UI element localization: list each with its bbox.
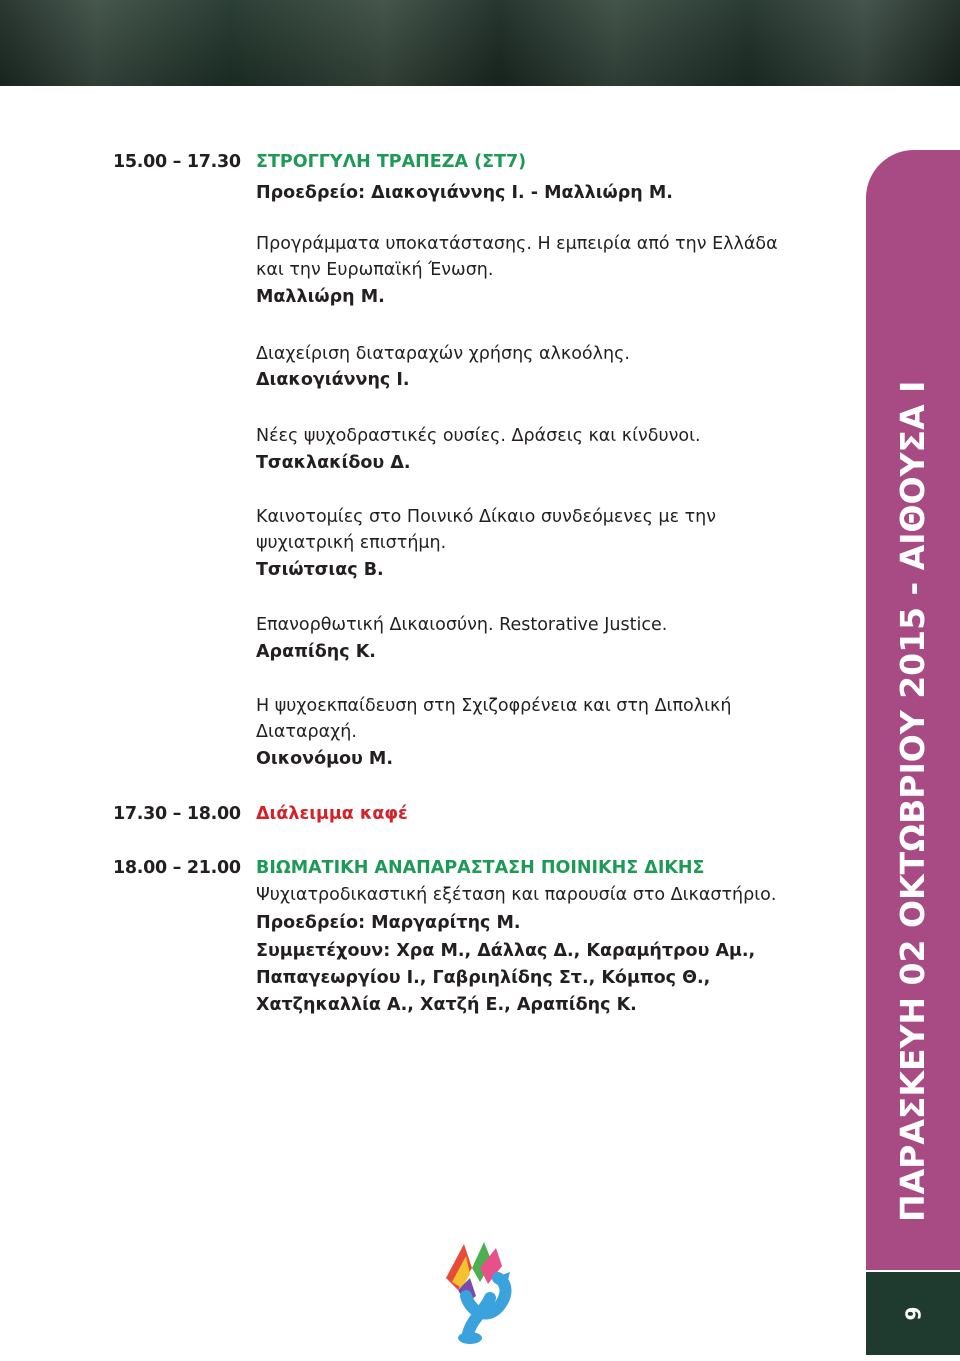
participants-line: Χατζηκαλλία Α., Χατζή Ε., Αραπίδης Κ. [256,995,637,1015]
day-room-label: ΠΑΡΑΣΚΕΥΗ 02 ΟΚΤΩΒΡΙΟΥ 2015 - ΑΙΘΟΥΣΑ Ι [893,380,932,1222]
talk-title: Διαχείριση διαταραχών χρήσης αλκοόλης. [256,344,630,364]
talk-title: Προγράμματα υποκατάστασης. Η εμπειρία από την Ελλάδα [256,234,778,254]
talk-speaker: Αραπίδης Κ. [256,642,376,662]
session-time: 15.00 – 17.30 [113,152,241,172]
talk-title-cont: και την Ευρωπαϊκή Ένωση. [256,260,494,280]
coffee-break: Διάλειμμα καφέ [256,804,408,824]
session-title: ΒΙΩΜΑΤΙΚΗ ΑΝΑΠΑΡΑΣΤΑΣΗ ΠΟΙΝΙΚΗΣ ΔΙΚΗΣ [256,858,705,878]
participants-line: Συμμετέχουν: Χρα Μ., Δάλλας Δ., Καραμήτρου Αμ., [256,941,756,961]
conference-logo [436,1238,522,1348]
page-number: 9 [901,1306,925,1321]
talk-speaker: Τσιώτσιας Β. [256,560,384,580]
session-time: 17.30 – 18.00 [113,804,241,824]
session-chairs: Προεδρείο: Μαργαρίτης Μ. [256,913,521,933]
session-chairs: Προεδρείο: Διακογιάννης Ι. - Μαλλιώρη Μ. [256,183,673,203]
session-time: 18.00 – 21.00 [113,858,241,878]
talk-speaker: Οικονόμου Μ. [256,749,393,769]
talk-speaker: Τσακλακίδου Δ. [256,453,411,473]
talk-title: Η ψυχοεκπαίδευση στη Σχιζοφρένεια και στη Διπολική [256,696,732,716]
session-title: ΣΤΡΟΓΓΥΛΗ ΤΡΑΠΕΖΑ (ΣΤ7) [256,152,527,172]
talk-speaker: Μαλλιώρη Μ. [256,287,385,307]
day-sidebar [866,150,960,1270]
talk-title-cont: ψυχιατρική επιστήμη. [256,533,447,553]
talk-title: Καινοτομίες στο Ποινικό Δίκαιο συνδεόμενες με την [256,507,716,527]
session-subtitle: Ψυχιατροδικαστική εξέταση και παρουσία στο Δικαστήριο. [256,885,777,905]
talk-title: Νέες ψυχοδραστικές ουσίες. Δράσεις και κίνδυνοι. [256,426,701,446]
talk-title: Επανορθωτική Δικαιοσύνη. Restorative Justice. [256,615,668,635]
page-number-tab [866,1272,960,1355]
participants-line: Παπαγεωργίου Ι., Γαβριηλίδης Στ., Κόμπος Θ., [256,968,711,988]
talk-speaker: Διακογιάννης Ι. [256,370,410,390]
talk-title-cont: Διαταραχή. [256,722,357,742]
